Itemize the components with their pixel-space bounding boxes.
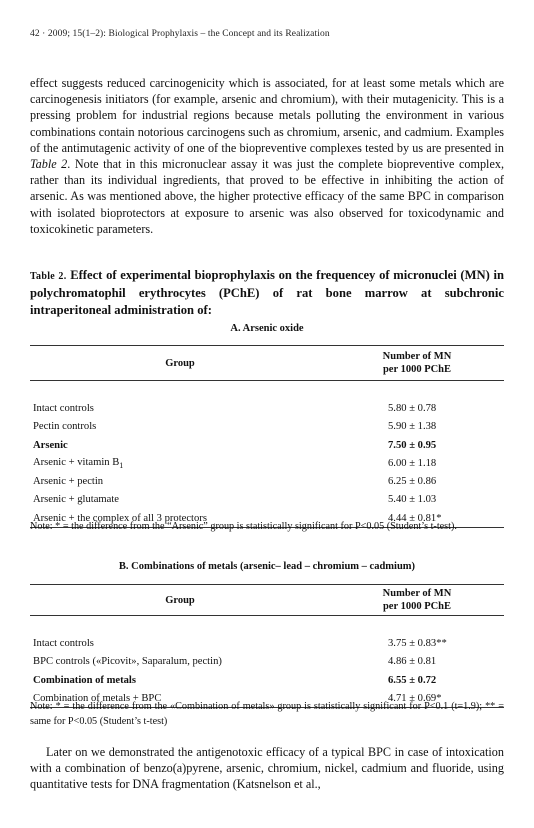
table-a-title: A. Arsenic oxide <box>230 323 304 334</box>
subscript: 1 <box>119 460 124 470</box>
group-cell: Arsenic + glutamate <box>33 494 119 506</box>
group-cell: Combination of metals <box>33 674 136 686</box>
table-row <box>30 418 504 436</box>
table-b <box>30 584 504 708</box>
value-cell: 5.40 ± 1.03 <box>388 494 437 506</box>
header-line: per 1000 PChE <box>382 601 452 612</box>
table-row <box>30 653 504 671</box>
paragraph-text: effect suggests reduced carcinogenicity which is associated, for at least some metals which are carcinogenesis initiators (for example, arsenic and chromium), with their mutagenicity. This is a pressing problem for industrial regions because metals polluting the environment in various combinations contain notorious carcinogens such as chromium, arsenic, and cadmium. Examples of the antimutagenic activity of one of the biopreventive complexes tested by us are presented in <box>30 76 504 155</box>
value-cell: 5.90 ± 1.38 <box>388 421 437 433</box>
body-paragraph-2: Later on we demonstrated the antigenotoxic efficacy of a typical BPC in case of intoxication with a combination of benzo(a)pyrene, arsenic, chromium, nickel, cadmium and fluoride, using quantitative tests for DNA fragmentation (Katsnelson et al., <box>30 745 504 792</box>
group-cell: Arsenic + pectin <box>33 476 104 488</box>
value-cell: 6.25 ± 0.86 <box>388 476 437 488</box>
value-cell: 6.55 ± 0.72 <box>388 674 437 686</box>
column-header-group: Group <box>30 346 330 381</box>
running-header: 42 · 2009; 15(1–2): Biological Prophylaxis – the Concept and its Realization <box>30 29 330 39</box>
table-row <box>30 634 504 652</box>
group-cell: Pectin controls <box>33 421 97 433</box>
value-cell: 3.75 ± 0.83** <box>388 637 447 649</box>
column-header-mn <box>330 346 504 381</box>
table-reference: Table 2 <box>30 157 68 172</box>
value-cell: 4.44 ± 0.81* <box>330 509 504 528</box>
table-caption <box>30 267 504 319</box>
table-row <box>30 472 504 490</box>
group-cell: Combination of metals + BPC <box>30 689 330 708</box>
group-cell: Intact controls <box>33 637 94 649</box>
table-row <box>30 671 504 689</box>
group-cell: BPC controls («Picovit», Saparalum, pectin) <box>33 656 222 668</box>
table-label: Table 2. <box>30 271 67 282</box>
table-row <box>30 399 504 417</box>
column-header-mn <box>330 585 504 616</box>
value-cell: 6.00 ± 1.18 <box>388 457 437 469</box>
table-a <box>30 345 504 528</box>
table-row <box>30 454 504 472</box>
caption-text: Effect of experimental bioprophylaxis on the frequencey of micronuclei (MN) in polychromatophil erythrocytes (PChE) of rat bone marrow at subchronic intraperitoneal administration of: <box>30 268 504 317</box>
header-line: Number of MN <box>382 351 452 362</box>
body-paragraph-1 <box>30 75 504 237</box>
table-a-note: Note: * = the difference from the “Arsenic” group is statistically significant for P<0.05 (Student’s t-test). <box>30 521 457 532</box>
column-header-group: Group <box>30 585 330 616</box>
table-b-title: B. Combinations of metals (arsenic– lead – chromium – cadmium) <box>118 561 416 572</box>
header-line: Number of MN <box>382 588 452 599</box>
value-cell: 5.80 ± 0.78 <box>388 402 437 414</box>
group-cell: Intact controls <box>33 402 94 414</box>
value-cell: 4.71 ± 0.69* <box>330 689 504 708</box>
table-row <box>30 436 504 454</box>
value-cell: 7.50 ± 0.95 <box>388 439 437 451</box>
group-cell: Arsenic <box>33 439 68 451</box>
group-cell <box>30 454 330 472</box>
table-header-row <box>30 585 504 616</box>
paragraph-text: . Note that in this micronuclear assay it was just the complete biopreventive complex, rather than its individual ingredients, that proved to be effective in inhibiting the action of arsenic. As was mentioned above, the higher protective efficacy of the same BPC in comparison with isolated bioprotectors at exposure to arsenic was also observed for toxicodynamic and toxicokinetic parameters. <box>30 157 504 236</box>
value-cell: 4.86 ± 0.81 <box>388 656 437 668</box>
table-header-row <box>30 346 504 381</box>
table-b-note: Note: * = the difference from the «Combination of metals» group is statistically significant for P<0.1 (t=1.9); ** = same for P<0.05 (Student’s t-test) <box>30 701 504 727</box>
table-row <box>30 491 504 509</box>
header-line: per 1000 PChE <box>382 364 452 375</box>
group-cell: Arsenic + the complex of all 3 protectors <box>30 509 330 528</box>
group-text: Arsenic + vitamin B <box>33 456 120 468</box>
